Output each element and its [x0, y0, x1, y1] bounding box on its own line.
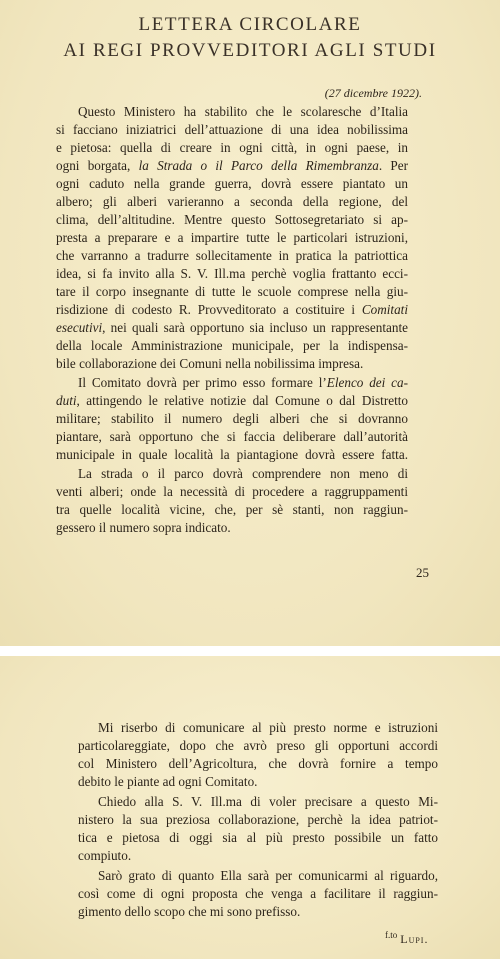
page-number: 25 — [416, 565, 429, 580]
paragraph-line: gessero il numero sopra indicato. — [56, 520, 231, 535]
paragraph-line: Chiedo alla S. V. Ill.ma di voler precisare a questo Mi- — [98, 794, 438, 809]
paragraph-line: duti, attingendo le relative notizie dal Comune o dal Distretto — [56, 393, 408, 408]
paragraph-line: clima, dell’altitudine. Mentre questo Sottosegretariato si ap- — [56, 212, 408, 227]
paragraph-line: venti alberi; onde la necessità di procedere a raggruppamenti — [56, 484, 408, 499]
paragraph-line: tra quelle località vicine, che, per sè stanti, non raggiun- — [56, 502, 408, 517]
paragraph-line: tica e pietosa di oggi sia al più presto possibile un fatto — [78, 830, 438, 845]
paragraph-line: compiuto. — [78, 848, 132, 863]
paragraph-line: municipale in quale località la piantagione dovrà essere fatta. — [56, 447, 408, 462]
paragraph-line: si facciano iniziatrici dell’attuazione di una idea nobilissima — [56, 122, 408, 137]
paragraph-line: esecutivi, nei quali sarà opportuno sia incluso un rappresentante — [56, 320, 408, 335]
paragraph-line: Il Comitato dovrà per primo esso formare l’Elenco dei ca- — [78, 375, 408, 390]
paragraph-line: della locale Amministrazione municipale, per la indispensa- — [56, 338, 408, 353]
paragraph-line: ogni caduto nella grande guerra, dovrà essere piantato un — [56, 176, 408, 191]
paragraph-line: che varranno a tradurre sollecitamente in pratica la patriottica — [56, 248, 408, 263]
signature-abbreviation: f.to — [385, 930, 398, 940]
paragraph-line: particolareggiate, dopo che avrò preso gli opportuni accordi — [78, 738, 438, 753]
date: (27 dicembre 1922). — [324, 86, 422, 100]
signature-name: Lupi. — [400, 932, 429, 946]
paragraph-line: Sarò grato di quanto Ella sarà per comunicarmi al riguardo, — [98, 868, 438, 883]
paragraph-line: risdizione di codesto R. Provveditorato a costituire i Comitati — [56, 302, 408, 317]
page-bottom — [0, 656, 500, 959]
paragraph-line: gimento dello scopo che mi sono prefisso. — [78, 904, 301, 919]
italic-phrase: la Strada o il Parco della Rimembranza — [138, 158, 379, 173]
paragraph-line: tare il corpo insegnante di tutte le scuole comprese nella giu- — [56, 284, 408, 299]
paragraph-line: ogni borgata, la Strada o il Parco della Rimembranza. Per — [56, 158, 408, 173]
paragraph-line: Mi riserbo di comunicare al più presto norme e istruzioni — [98, 720, 438, 735]
title-line-1: LETTERA CIRCOLARE — [138, 14, 362, 35]
paragraph-line: presta a preparare e a impartire tutte le particolari istruzioni, — [56, 230, 408, 245]
paragraph-line: nistero la sua preziosa collaborazione, perchè la idea patriot- — [78, 812, 438, 827]
title-line-2: AI REGI PROVVEDITORI AGLI STUDI — [63, 40, 437, 61]
italic-phrase: Comitati — [361, 302, 408, 317]
italic-phrase: esecutivi — [56, 320, 103, 335]
paragraph-line: idea, si fa invito alla S. V. Ill.ma perchè voglia frattanto ecci- — [56, 266, 408, 281]
paragraph-line: La strada o il parco dovrà comprendere non meno di — [78, 466, 408, 481]
paragraph-line: piantare, sarà opportuno che si faccia deliberare dall’autorità — [56, 429, 408, 444]
paragraph-line: debito le piante ad ogni Comitato. — [78, 774, 258, 789]
paragraph-line: militare; stabilito il numero degli alberi che si dovranno — [56, 411, 408, 426]
paragraph-line: e pietosa: quella di creare in ogni città, in ogni paese, in — [56, 140, 408, 155]
italic-phrase: duti — [56, 393, 77, 408]
signature — [385, 930, 428, 947]
italic-phrase: Elenco dei ca- — [326, 375, 408, 390]
paragraph-line: albero; gli alberi varieranno a seconda della regione, del — [56, 194, 408, 209]
paragraph-line: Questo Ministero ha stabilito che le scolaresche d’Italia — [78, 104, 408, 119]
paragraph-line: così come di ogni proposta che venga a facilitare il raggiun- — [78, 886, 438, 901]
paragraph-line: col Ministero dell’Agricoltura, che dovrà fornire a tempo — [78, 756, 438, 771]
paragraph-line: bile collaborazione dei Comuni nella nobilissima impresa. — [56, 356, 364, 371]
